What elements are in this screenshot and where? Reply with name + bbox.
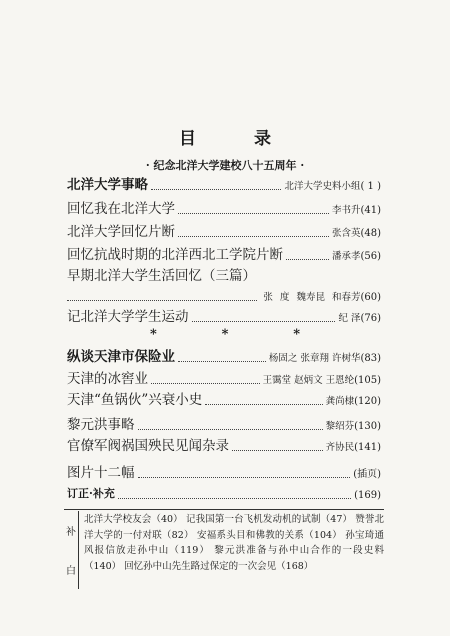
entry-title: 纵谈天津市保险业: [67, 349, 175, 365]
section-heading: · 纪念北洋大学建校八十五周年 ·: [145, 159, 305, 172]
entry-page: (83): [360, 353, 381, 364]
entry-page: (41): [360, 205, 381, 216]
section-separator: [150, 327, 300, 342]
entry-page: (120): [354, 396, 381, 407]
entry-author: 纪 泽: [338, 313, 361, 324]
entry-author: 张含英: [331, 228, 361, 239]
entry-author: 黎绍芬: [325, 421, 355, 432]
separator-star: *: [221, 327, 229, 342]
entry-title: 早期北洋大学生活回忆（三篇）: [67, 268, 256, 284]
toc-entry[interactable]: [67, 198, 381, 218]
leader-dots: [205, 404, 322, 405]
toc-entry[interactable]: [67, 174, 381, 194]
entry-author: 龚尚棣: [325, 396, 355, 407]
entry-page: (169): [354, 490, 381, 501]
leader-dots: [118, 498, 351, 499]
entry-page: (48): [360, 228, 381, 239]
entry-title: 回忆我在北洋大学: [67, 201, 175, 217]
entry-page: (60): [360, 292, 381, 303]
supplement-side-char: 补: [66, 527, 76, 538]
toc-entry[interactable]: [67, 265, 381, 285]
entry-author: 潘承孝: [331, 251, 361, 262]
leader-dots: [151, 189, 281, 190]
entry-page: ( 1 ): [360, 181, 381, 192]
leader-dots: [138, 477, 351, 478]
entry-title: 天津的冰窖业: [67, 371, 148, 387]
entry-title: 图片十二幅: [67, 465, 135, 481]
toc-entry[interactable]: [67, 462, 381, 482]
entry-page: (141): [354, 442, 381, 453]
entry-title: 回忆抗战时期的北洋西北工学院片断: [67, 247, 283, 263]
entry-author: 王霭堂 赵炳文 王恩纶: [262, 375, 355, 386]
toc-entry[interactable]: [67, 306, 381, 326]
entry-page: (56): [360, 251, 381, 262]
entry-page: (插页): [353, 469, 381, 480]
leader-dots: [232, 450, 323, 451]
entry-title: 天津“鱼锅伙”兴衰小史: [67, 392, 203, 408]
toc-entry[interactable]: [67, 244, 381, 264]
page-title: 目 录: [179, 129, 297, 149]
leader-dots: [138, 429, 323, 430]
separator-star: *: [293, 327, 300, 342]
leader-dots: [178, 361, 266, 362]
toc-entry[interactable]: [67, 221, 381, 241]
leader-dots: [178, 236, 329, 237]
leader-dots: [178, 213, 329, 214]
toc-entry[interactable]: [67, 435, 381, 455]
entry-title: 官僚军阀祸国殃民见闻杂录: [67, 438, 229, 454]
leader-dots: [151, 383, 260, 384]
entry-author: 李书升: [331, 205, 361, 216]
toc-entry[interactable]: [67, 389, 381, 409]
toc-entry[interactable]: [67, 483, 381, 503]
leader-dots: [192, 321, 336, 322]
supplement-side-char: 白: [66, 566, 76, 577]
toc-entry[interactable]: [67, 346, 381, 366]
supplement-side-label: [64, 511, 79, 589]
entry-author: 北洋大学史料小组: [284, 181, 361, 192]
entry-page: (105): [354, 375, 381, 386]
leader-dots: [67, 300, 257, 301]
supplement-text: 北洋大学校友会（40） 记我国第一台飞机发动机的试制（47） 赞誉北洋大学的一付对联（82） 安福系头目和佛教的关系（104） 孙宝琦通风报信放走孙中山（119） 黎元洪准备与孙中山合作的一段史料（140） 回忆孙中山先生路过保定的一次会见（168）: [84, 514, 384, 572]
entry-page: (76): [360, 313, 381, 324]
separator-star: *: [150, 327, 157, 342]
entry-title: 黎元洪事略: [67, 417, 135, 433]
entry-title: 北洋大学事略: [67, 177, 148, 193]
entry-author: 张 度 魏寿昆 和春芳: [263, 292, 361, 303]
entry-author: 齐协民: [325, 442, 355, 453]
entry-page: (130): [354, 421, 381, 432]
entry-author: 杨固之 张章翔 许树华: [268, 353, 361, 364]
toc-entry[interactable]: [67, 368, 381, 388]
leader-dots: [286, 259, 329, 260]
entry-title: 北洋大学回忆片断: [67, 224, 175, 240]
entry-title: 订正·补充: [67, 487, 115, 500]
toc-entry[interactable]: [67, 414, 381, 434]
toc-subentry-authors: [67, 287, 381, 305]
entry-title: 记北洋大学学生运动: [67, 309, 189, 325]
